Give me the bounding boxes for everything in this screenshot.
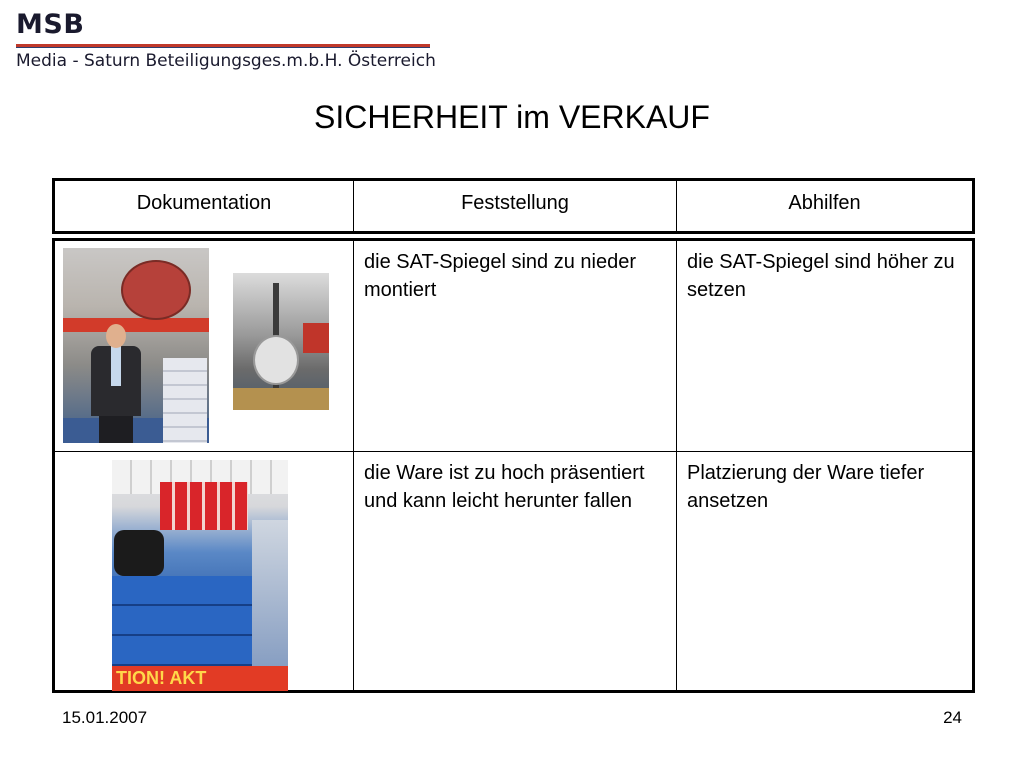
sat-mirror-photo-person — [63, 248, 209, 443]
finding-cell: die SAT-Spiegel sind zu nieder montiert — [353, 241, 676, 451]
header-abhilfen: Abhilfen — [676, 181, 972, 231]
table-header — [52, 178, 975, 234]
documentation-cell — [55, 241, 353, 451]
slide-date: 15.01.2007 — [62, 708, 148, 727]
remedy-cell: Platzierung der Ware tiefer ansetzen — [676, 452, 972, 690]
slide-title: SICHERHEIT im VERKAUF — [314, 99, 710, 135]
stacked-goods-photo — [112, 460, 288, 691]
header-dokumentation: Dokumentation — [136, 192, 272, 214]
finding-cell: die Ware ist zu hoch präsentiert und kann leicht herunter fallen — [353, 452, 676, 690]
logo-rule-blue — [16, 47, 430, 48]
company-logo — [16, 10, 84, 40]
documentation-cell — [55, 452, 353, 690]
sat-mirror-photo-display — [233, 273, 329, 410]
table-row — [55, 241, 972, 451]
logo-subtitle: Media - Saturn Beteiligungsges.m.b.H. Österreich — [16, 51, 436, 71]
logo-mark: MSB — [16, 9, 85, 40]
header-feststellung: Feststellung — [353, 181, 676, 231]
page-number: 24 — [943, 708, 962, 727]
table-body — [52, 238, 975, 693]
promo-banner-text: TION! AKT — [112, 666, 288, 691]
remedy-cell: die SAT-Spiegel sind höher zu setzen — [676, 241, 972, 451]
table-row — [55, 451, 972, 690]
